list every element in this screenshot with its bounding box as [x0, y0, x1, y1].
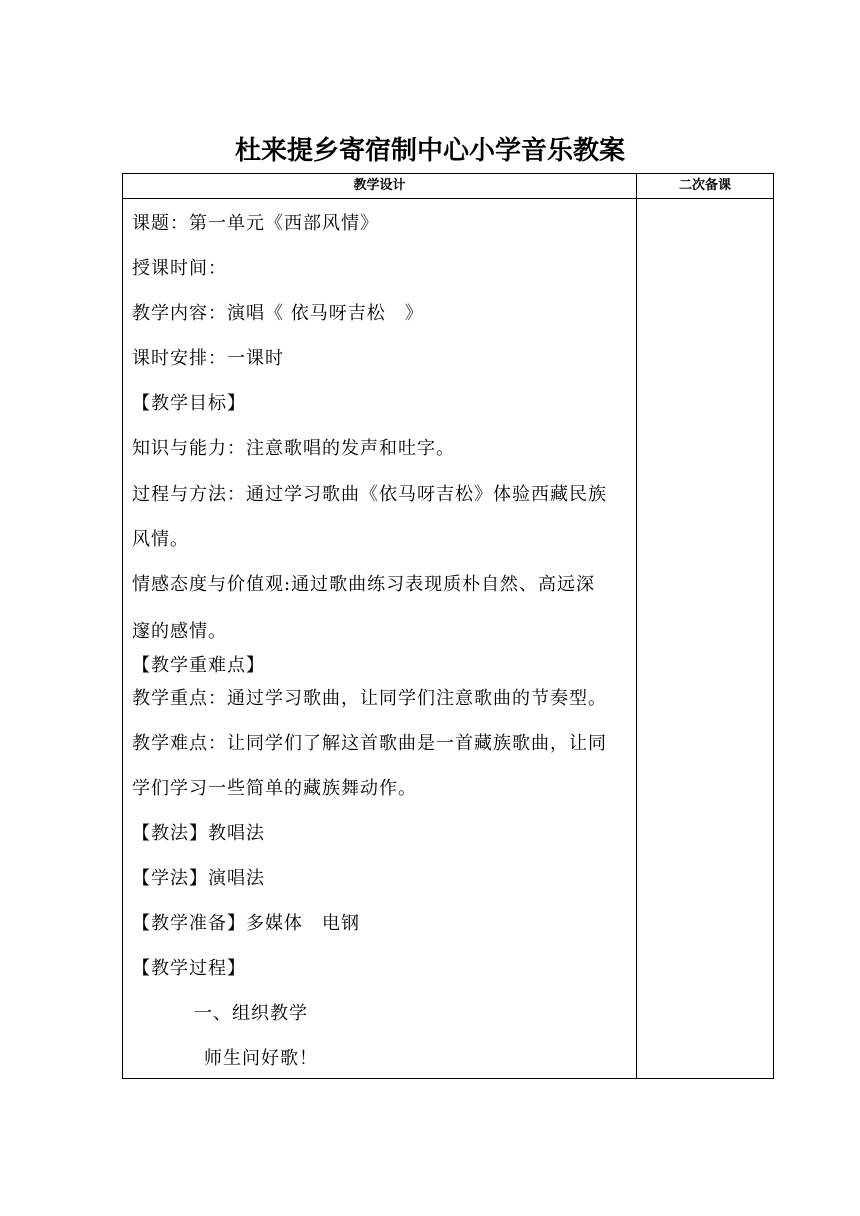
teaching-content: 教学内容：演唱《 依马呀吉松 》 — [132, 303, 424, 324]
section-heading: 【教学过程】 — [132, 958, 246, 979]
difficult-point-cont: 学们学习一些简单的藏族舞动作。 — [132, 778, 417, 799]
teaching-method: 【教法】教唱法 — [132, 823, 265, 844]
teaching-preparation: 【教学准备】多媒体 电钢 — [132, 913, 360, 934]
process-step-detail: 师生问好歌！ — [204, 1048, 318, 1069]
lesson-plan-table — [122, 173, 774, 1079]
difficult-point: 教学难点：让同学们了解这首歌曲是一首藏族歌曲，让同 — [132, 733, 607, 754]
header-second-preparation: 二次备课 — [678, 178, 731, 193]
objective-process: 过程与方法：通过学习歌曲《依马呀吉松》体验西藏民族 — [132, 484, 607, 505]
table-header — [123, 174, 773, 199]
objective-emotion: 情感态度与价值观:通过歌曲练习表现质朴自然、高远深 — [132, 574, 596, 595]
process-step: 一、组织教学 — [194, 1003, 308, 1024]
objective-knowledge: 知识与能力：注意歌唱的发声和吐字。 — [132, 438, 455, 459]
objective-emotion-cont: 邃的感情。 — [132, 621, 227, 642]
header-teaching-design: 教学设计 — [353, 178, 406, 193]
class-hours: 课时安排：一课时 — [132, 348, 284, 369]
page-title: 杜来提乡寄宿制中心小学音乐教案 — [234, 136, 625, 166]
lesson-topic: 课题：第一单元《西部风情》 — [132, 213, 379, 234]
column-divider — [636, 174, 637, 1078]
objective-process-cont: 风情。 — [132, 529, 189, 550]
key-point: 教学重点：通过学习歌曲，让同学们注意歌曲的节奏型。 — [132, 688, 607, 709]
section-heading: 【教学重难点】 — [132, 655, 265, 676]
section-heading: 【教学目标】 — [132, 393, 246, 414]
class-time: 授课时间： — [132, 258, 227, 279]
learning-method: 【学法】演唱法 — [132, 868, 265, 889]
